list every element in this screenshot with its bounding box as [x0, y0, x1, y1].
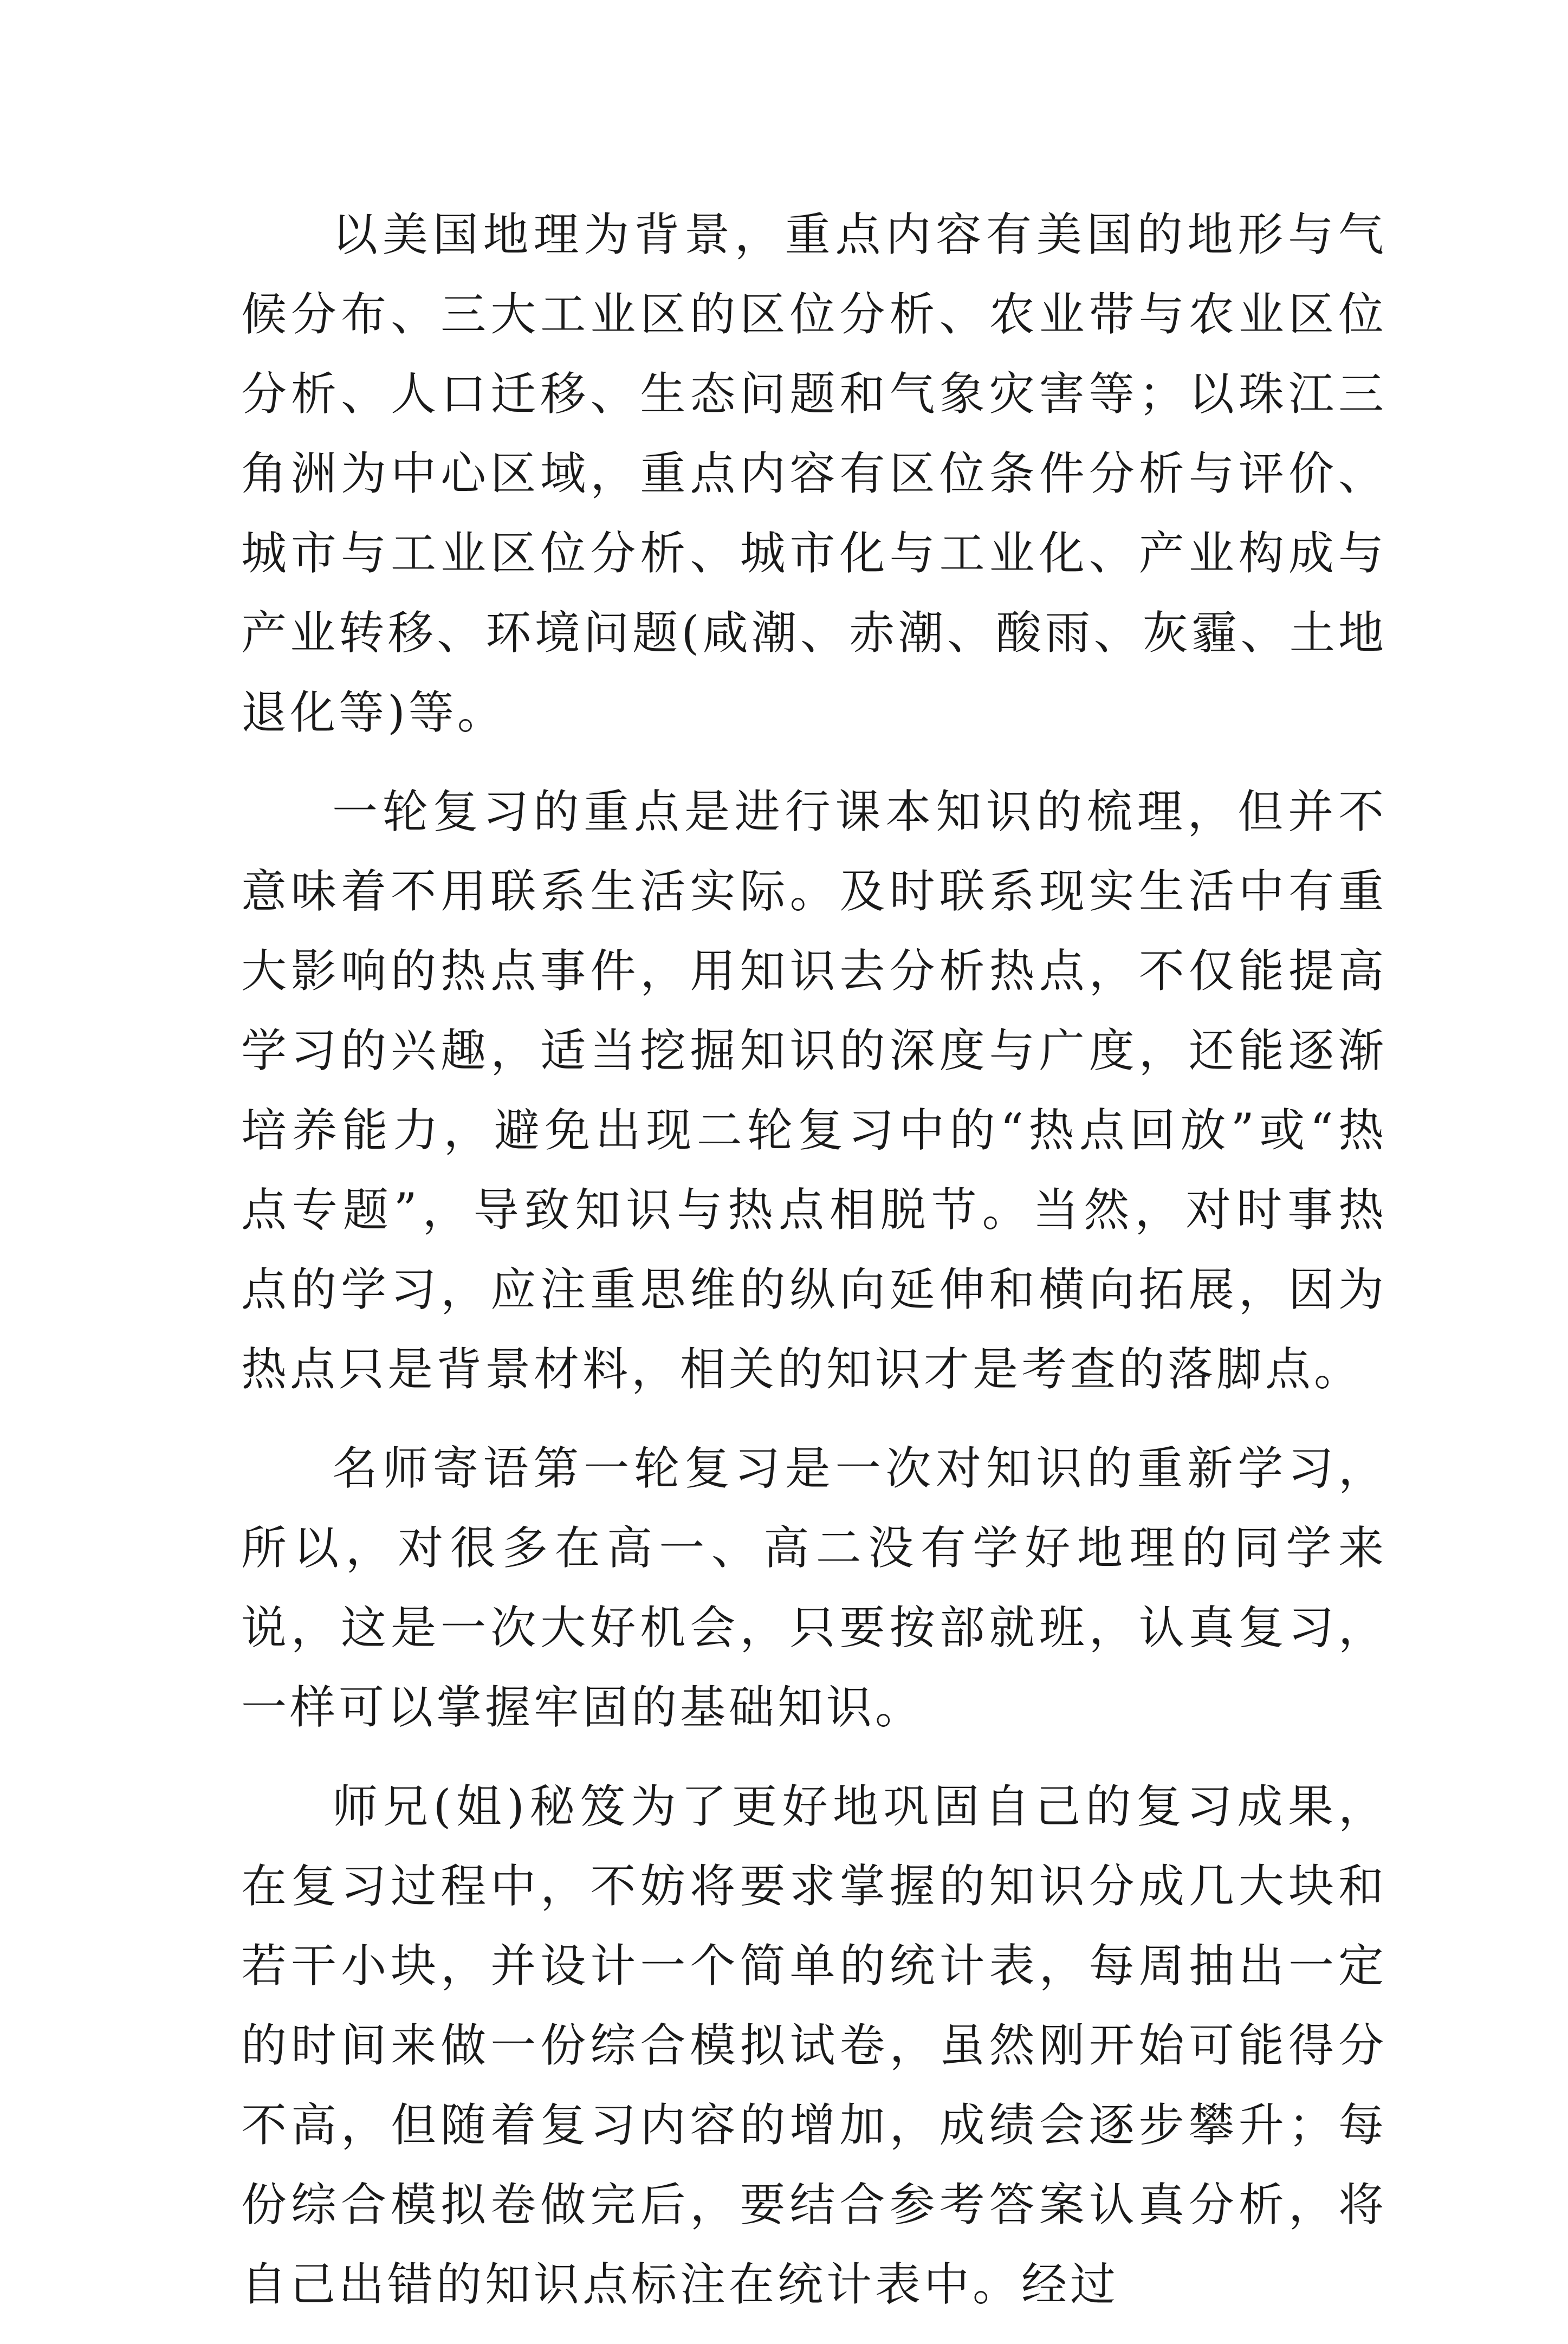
paragraph-2: 一轮复习的重点是进行课本知识的梳理，但并不意味着不用联系生活实际。及时联系现实生活中有重大影响的热点事件，用知识去分析热点，不仅能提高学习的兴趣，适当挖掘知识的深度与广度，还能逐渐培养能力，避免出现二轮复习中的“热点回放”或“热点专题”，导致知识与热点相脱节。当然，对时事热点的学习，应注重思维的纵向延伸和横向拓展，因为热点只是背景材料，相关的知识才是考查的落脚点。 — [241, 785, 1387, 1396]
document-body — [241, 195, 1387, 2344]
paragraph-1: 以美国地理为背景，重点内容有美国的地形与气候分布、三大工业区的区位分析、农业带与农业区位分析、人口迁移、生态问题和气象灾害等；以珠江三角洲为中心区域，重点内容有区位条件分析与评价、城市与工业区位分析、城市化与工业化、产业构成与产业转移、环境问题(咸潮、赤潮、酸雨、灰霾、土地退化等)等。 — [241, 208, 1387, 739]
paragraph-3: 名师寄语第一轮复习是一次对知识的重新学习，所以，对很多在高一、高二没有学好地理的同学来说，这是一次大好机会，只要按部就班，认真复习，一样可以掌握牢固的基础知识。 — [241, 1442, 1387, 1734]
paragraph-4: 师兄(姐)秘笈为了更好地巩固自己的复习成果，在复习过程中，不妨将要求掌握的知识分成几大块和若干小块，并设计一个简单的统计表，每周抽出一定的时间来做一份综合模拟试卷，虽然刚开始可能得分不高，但随着复习内容的增加，成绩会逐步攀升；每份综合模拟卷做完后，要结合参考答案认真分析，将自己出错的知识点标注在统计表中。经过 — [241, 1780, 1387, 2311]
